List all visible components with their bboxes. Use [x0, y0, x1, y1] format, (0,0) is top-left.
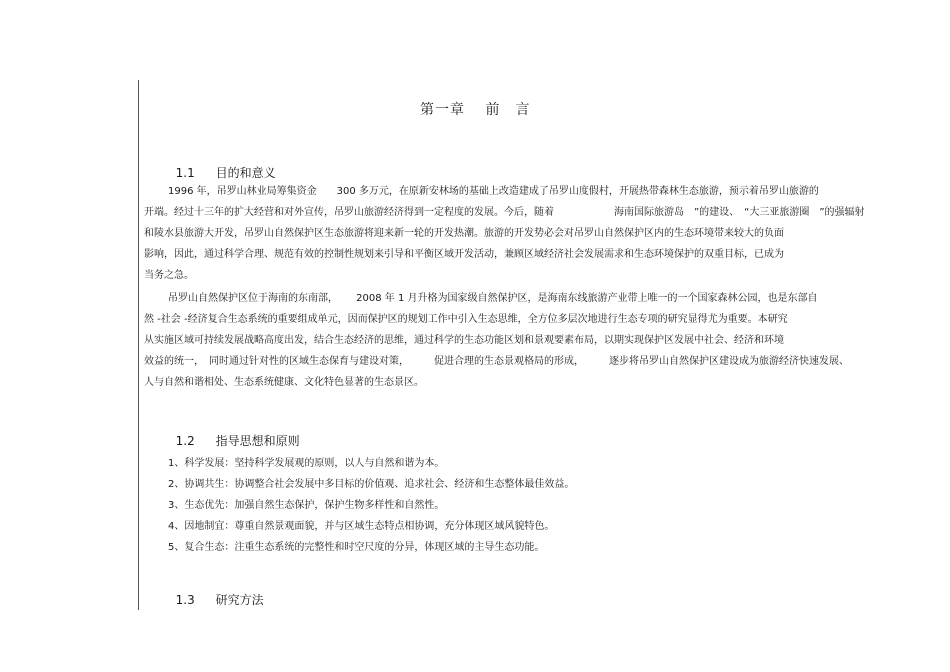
- section-title: 目的和意义: [215, 166, 276, 180]
- principle-item: 1、科学发展：坚持科学发展观的原则，以人与自然和谐为本。: [168, 458, 445, 469]
- section-heading-1-3: [168, 577, 264, 608]
- paragraph-line: 开端。经过十三年的扩大经营和对外宣传，吊罗山旅游经济得到一定程度的发展。今后，随着 海南国际旅游岛 ”的建设、 “大三亚旅游圈 ”的强辐射: [144, 207, 865, 218]
- principle-item: 2、协调共生：协调整合社会发展中多目标的价值观、追求社会、经济和生态整体最佳效益。: [168, 479, 575, 490]
- chapter-title: 第一章 前 言: [420, 102, 531, 118]
- section-number: 1.2: [175, 434, 195, 448]
- paragraph-line: 从实施区域可持续发展战略高度出发，结合生态经济的思维，通过科学的生态功能区划和景观要素布局，以期实现保护区发展中社会、经济和环境: [144, 335, 784, 346]
- paragraph-line: 人与自然和谐相处、生态系统健康、文化特色显著的生态景区。: [144, 377, 424, 388]
- margin-rule: [138, 80, 139, 610]
- section-heading-1-2: [168, 418, 300, 449]
- paragraph-line: 影响，因此，通过科学合理、规范有效的控制性规划来引导和平衡区域开发活动，兼顾区域经济社会发展需求和生态环境保护的双重目标，已成为: [144, 249, 784, 260]
- paragraph-line: 效益的统一， 同时通过针对性的区域生态保育与建设对策， 促进合理的生态景观格局的形成， 逐步将吊罗山自然保护区建设成为旅游经济快速发展、: [144, 356, 849, 367]
- section-title: 研究方法: [215, 593, 264, 607]
- paragraph-line: 然 -社会 -经济复合生态系统的重要组成单元，因而保护区的规划工作中引入生态思维，全方位多层次地进行生态专项的研究显得尤为重要。本研究: [144, 314, 788, 325]
- paragraph-line: 1996 年，吊罗山林业局筹集资金 300 多万元，在原新安林场的基础上改造建成了吊罗山度假村，开展热带森林生态旅游，预示着吊罗山旅游的: [168, 186, 819, 197]
- principle-item: 4、因地制宜：尊重自然景观面貌，并与区域生态特点相协调，充分体现区域风貌特色。: [168, 521, 555, 532]
- section-number: 1.1: [175, 166, 195, 180]
- principle-item: 5、复合生态：注重生态系统的完整性和时空尺度的分异，体现区域的主导生态功能。: [168, 542, 545, 553]
- principle-item: 3、生态优先：加强自然生态保护，保护生物多样性和自然性。: [168, 500, 445, 511]
- section-title: 指导思想和原则: [215, 434, 300, 448]
- section-number: 1.3: [175, 593, 195, 607]
- paragraph-line: 吊罗山自然保护区位于海南的东南部， 2008 年 1 月升格为国家级自然保护区，是海南东线旅游产业带上唯一的一个国家森林公园，也是东部自: [168, 293, 818, 304]
- section-heading-1-1: [168, 150, 276, 181]
- paragraph-line: 和陵水县旅游大开发，吊罗山自然保护区生态旅游将迎来新一轮的开发热潮。旅游的开发势必会对吊罗山自然保护区内的生态环境带来较大的负面: [144, 228, 784, 239]
- paragraph-line: 当务之急。: [144, 270, 194, 281]
